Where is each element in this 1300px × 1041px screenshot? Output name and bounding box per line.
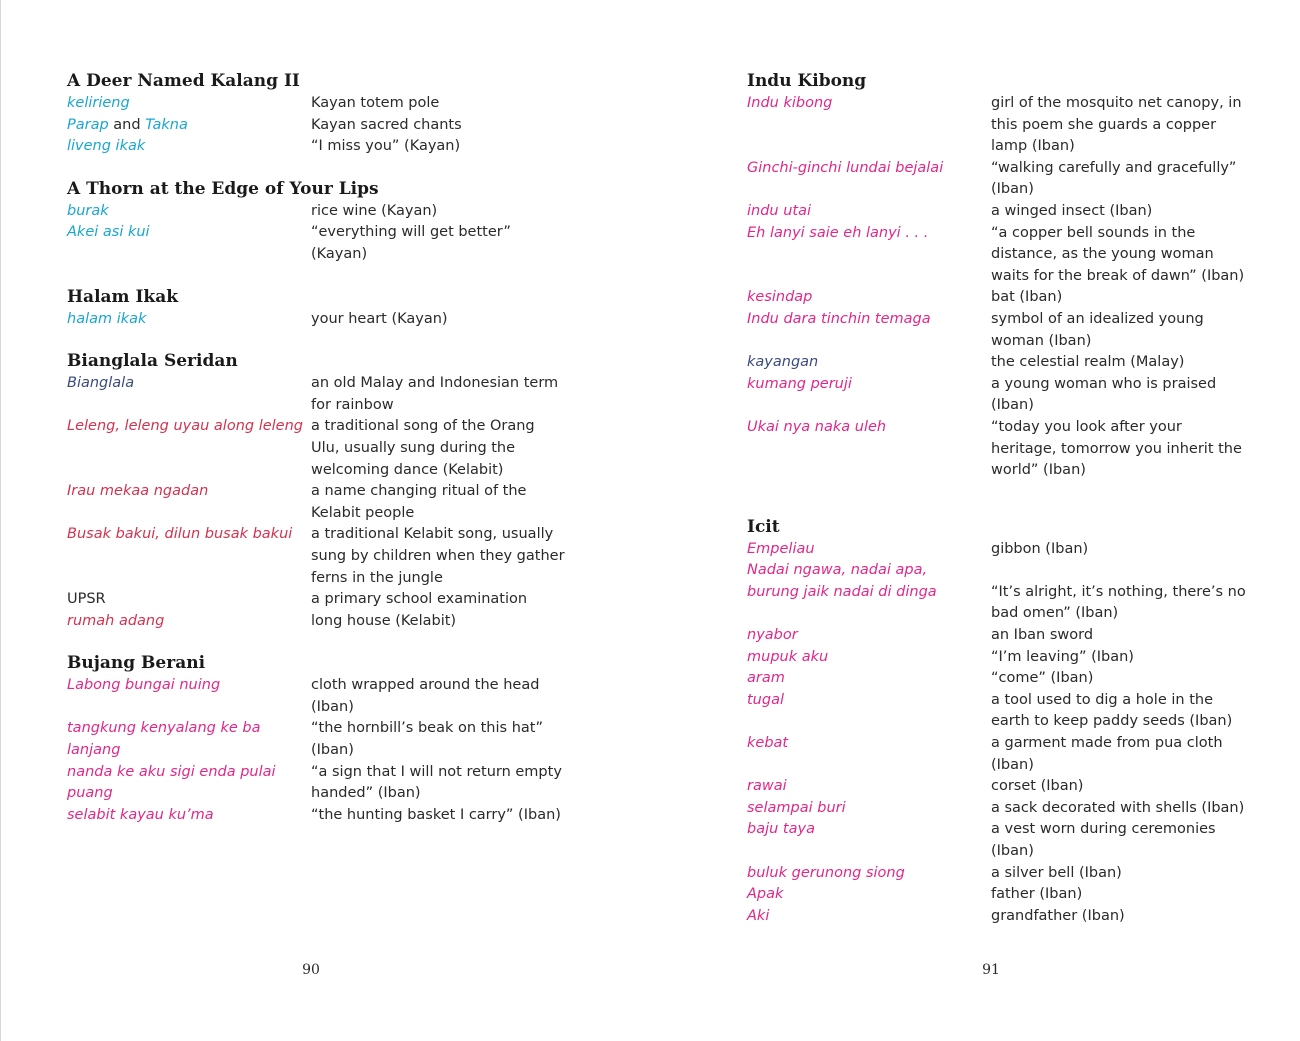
glossary-entry <box>747 647 1247 669</box>
glossary-definition: “walking carefully and gracefully” (Iban) <box>991 159 1237 198</box>
glossary-term: Leleng, leleng uyau along leleng <box>67 418 304 435</box>
glossary-term: nyabor <box>747 627 798 644</box>
glossary-definition: “come” (Iban) <box>991 670 1094 687</box>
section-thorn-edge-lips <box>67 178 567 266</box>
glossary-entry <box>747 560 1247 582</box>
glossary-definition: “the hornbill’s beak on this hat” (Iban) <box>311 720 543 759</box>
glossary-definition: gibbon (Iban) <box>991 540 1089 557</box>
glossary-term: selabit kayau ku’ma <box>67 806 214 823</box>
glossary-definition: Kayan sacred chants <box>311 116 462 133</box>
glossary-term: Apak <box>747 886 784 903</box>
section-heading: Icit <box>747 516 780 537</box>
glossary-entry <box>747 863 1247 885</box>
glossary-definition: a silver bell (Iban) <box>991 864 1122 881</box>
glossary-term: kelirieng <box>67 95 130 111</box>
glossary-definition: bat (Iban) <box>991 289 1063 306</box>
glossary-entry <box>747 582 1247 625</box>
glossary-definition: “a sign that I will not return empty handed” (Iban) <box>311 763 562 802</box>
glossary-entry <box>747 906 1247 928</box>
glossary-term: Nadai ngawa, nadai apa, <box>747 562 928 579</box>
glossary-term: burak <box>67 202 109 219</box>
glossary-term: Akei asi kui <box>67 224 150 241</box>
glossary-definition: “a copper bell sounds in the distance, as the young woman waits for the break of dawn” (Iban) <box>991 224 1245 284</box>
section-deer-named-kalang <box>67 70 567 158</box>
glossary-entry <box>747 625 1247 647</box>
term-part: Parap <box>67 116 109 133</box>
glossary-entry <box>67 136 567 158</box>
term-part: Takna <box>145 116 188 133</box>
glossary-entry <box>747 690 1247 733</box>
glossary-entry <box>747 668 1247 690</box>
section-heading: A Deer Named Kalang II <box>67 71 300 91</box>
glossary-entry <box>67 481 567 524</box>
glossary-entry <box>67 309 567 331</box>
glossary-definition: long house (Kelabit) <box>311 612 457 629</box>
glossary-definition: “It’s alright, it’s nothing, there’s no bad omen” (Iban) <box>991 583 1246 622</box>
glossary-definition: “today you look after your heritage, tomorrow you inherit the world” (Iban) <box>991 418 1242 479</box>
glossary-term: liveng ikak <box>67 138 146 155</box>
glossary-definition: corset (Iban) <box>991 778 1084 795</box>
glossary-term: Labong bungai nuing <box>67 677 221 694</box>
glossary-entry <box>747 201 1247 223</box>
glossary-term: Indu dara tinchin temaga <box>747 310 931 327</box>
term-conjunction: and <box>108 116 146 133</box>
glossary-term: UPSR <box>67 591 106 608</box>
glossary-definition: “I’m leaving” (Iban) <box>991 648 1134 665</box>
glossary-definition: “everything will get better” (Kayan) <box>311 224 511 262</box>
glossary-term: burung jaik nadai di dinga <box>747 583 937 600</box>
glossary-term: Bianglala <box>67 375 135 392</box>
glossary-term: halam ikak <box>67 310 147 327</box>
section-heading: Indu Kibong <box>747 71 867 91</box>
glossary-term: Aki <box>747 907 770 924</box>
glossary-term: Ginchi-ginchi lundai bejalai <box>747 159 944 176</box>
glossary-term: kesindap <box>747 289 813 306</box>
glossary-term: rawai <box>747 778 787 795</box>
glossary-entry <box>747 352 1247 374</box>
page-number: 90 <box>302 962 320 978</box>
glossary-definition: your heart (Kayan) <box>311 310 448 327</box>
glossary-entry <box>67 373 567 416</box>
glossary-entry <box>67 115 567 137</box>
glossary-term: Ukai nya naka uleh <box>747 418 887 435</box>
glossary-entry <box>67 675 567 718</box>
section-heading: A Thorn at the Edge of Your Lips <box>67 178 379 199</box>
glossary-definition: a traditional Kelabit song, usually sung by children when they gather ferns in the jungle <box>311 526 565 586</box>
glossary-term: kebat <box>747 735 789 752</box>
glossary-term: mupuk aku <box>747 648 829 665</box>
glossary-definition: an old Malay and Indonesian term for rainbow <box>311 375 559 413</box>
glossary-definition: a vest worn during ceremonies (Iban) <box>991 821 1216 859</box>
right-page <box>650 0 1300 1041</box>
glossary-entry <box>747 819 1247 862</box>
glossary-term: Empeliau <box>747 540 815 557</box>
glossary-definition: “the hunting basket I carry” (Iban) <box>311 806 561 823</box>
glossary-definition: the celestial realm (Malay) <box>991 354 1185 371</box>
glossary-definition <box>991 560 1247 582</box>
glossary-entry <box>747 223 1247 288</box>
glossary-term <box>67 115 311 137</box>
section-heading: Halam Ikak <box>67 286 178 307</box>
glossary-entry <box>747 884 1247 906</box>
glossary-term: selampai buri <box>747 799 846 816</box>
glossary-entry <box>67 805 567 827</box>
glossary-term: buluk gerunong siong <box>747 864 905 881</box>
glossary-term: Irau mekaa ngadan <box>67 483 209 500</box>
glossary-definition: a tool used to dig a hole in the earth to keep paddy seeds (Iban) <box>991 691 1233 730</box>
glossary-entry <box>67 762 567 805</box>
glossary-term: rumah adang <box>67 612 165 629</box>
glossary-right <box>747 70 1247 947</box>
glossary-left <box>67 70 567 846</box>
glossary-definition: a young woman who is praised (Iban) <box>991 375 1217 414</box>
glossary-term: Indu kibong <box>747 95 833 111</box>
glossary-definition: an Iban sword <box>991 627 1094 644</box>
glossary-term: kumang peruji <box>747 375 852 392</box>
glossary-definition: a traditional song of the Orang Ulu, usually sung during the welcoming dance (Kelabit) <box>311 418 535 478</box>
glossary-definition: a garment made from pua cloth (Iban) <box>991 735 1223 773</box>
glossary-entry <box>747 309 1247 352</box>
section-bianglala-seridan <box>67 350 567 632</box>
glossary-term: indu utai <box>747 202 812 219</box>
glossary-definition: a primary school examination <box>311 591 528 608</box>
glossary-definition: cloth wrapped around the head (Iban) <box>311 677 540 715</box>
glossary-entry <box>747 776 1247 798</box>
glossary-definition: rice wine (Kayan) <box>311 202 438 219</box>
glossary-term: nanda ke aku sigi enda pulai puang <box>67 763 276 802</box>
glossary-entry <box>67 222 567 265</box>
glossary-entry <box>747 287 1247 309</box>
glossary-term: Eh lanyi saie eh lanyi . . . <box>747 224 929 241</box>
glossary-entry <box>67 416 567 481</box>
section-halam-ikak <box>67 286 567 331</box>
glossary-entry <box>747 798 1247 820</box>
glossary-term: baju taya <box>747 821 815 838</box>
glossary-entry <box>67 718 567 761</box>
glossary-definition: a winged insect (Iban) <box>991 202 1153 219</box>
section-heading: Bianglala Seridan <box>67 351 238 372</box>
page-number: 91 <box>982 962 1000 978</box>
section-indu-kibong <box>747 70 1247 482</box>
glossary-definition: father (Iban) <box>991 886 1083 903</box>
glossary-entry <box>747 374 1247 417</box>
section-heading: Bujang Berani <box>67 653 206 674</box>
glossary-definition: symbol of an idealized young woman (Iban) <box>991 310 1204 349</box>
glossary-definition: Kayan totem pole <box>311 95 440 111</box>
glossary-definition: grandfather (Iban) <box>991 907 1125 924</box>
glossary-term: aram <box>747 670 785 687</box>
glossary-entry <box>747 417 1247 482</box>
glossary-entry <box>67 201 567 223</box>
glossary-definition: “I miss you” (Kayan) <box>311 138 461 155</box>
glossary-entry <box>67 611 567 633</box>
glossary-entry <box>67 589 567 611</box>
glossary-term: kayangan <box>747 354 819 371</box>
glossary-definition: girl of the mosquito net canopy, in this poem she guards a copper lamp (Iban) <box>991 95 1242 155</box>
glossary-entry <box>747 93 1247 158</box>
glossary-entry <box>67 524 567 589</box>
glossary-term: tugal <box>747 691 784 708</box>
section-icit <box>747 516 1247 928</box>
glossary-entry <box>747 733 1247 776</box>
glossary-entry <box>747 539 1247 561</box>
glossary-definition: a name changing ritual of the Kelabit people <box>311 483 527 521</box>
glossary-term: Busak bakui, dilun busak bakui <box>67 526 293 543</box>
glossary-term: tangkung kenyalang ke ba lanjang <box>67 720 261 759</box>
glossary-definition: a sack decorated with shells (Iban) <box>991 799 1245 816</box>
glossary-entry <box>747 158 1247 201</box>
glossary-entry <box>67 93 567 115</box>
section-bujang-berani <box>67 652 567 826</box>
